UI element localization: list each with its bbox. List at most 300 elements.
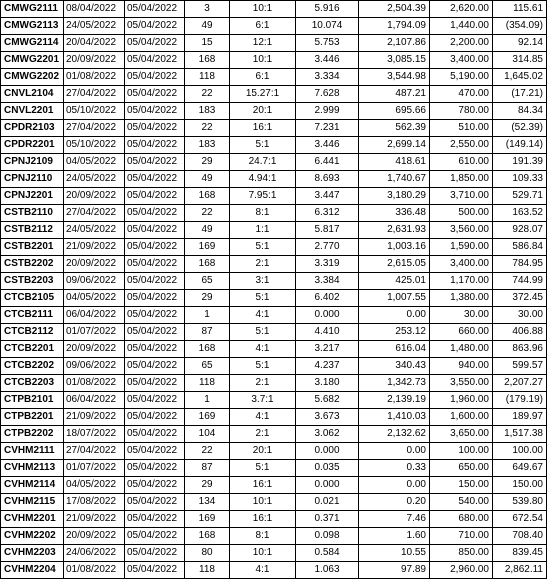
theoretical-value-cell: 2,615.05: [359, 256, 430, 273]
market-value-cell: 610.00: [430, 154, 493, 171]
days-remaining-cell: 118: [185, 69, 230, 86]
difference-cell: 1,645.02: [493, 69, 547, 86]
maturity-date-cell: 21/09/2022: [64, 511, 125, 528]
maturity-date-cell: 24/06/2022: [64, 545, 125, 562]
theoretical-value-cell: 616.04: [359, 341, 430, 358]
table-row: [1, 69, 547, 86]
valuation-date-cell: 05/04/2022: [125, 545, 185, 562]
table-row: [1, 239, 547, 256]
table-row: [1, 52, 547, 69]
market-value-cell: 100.00: [430, 443, 493, 460]
market-value-cell: 1,480.00: [430, 341, 493, 358]
maturity-date-cell: 01/07/2022: [64, 460, 125, 477]
theoretical-value-cell: 3,180.29: [359, 188, 430, 205]
maturity-date-cell: 27/04/2022: [64, 120, 125, 137]
maturity-date-cell: 04/05/2022: [64, 154, 125, 171]
difference-cell: 2,862.11: [493, 562, 547, 579]
theoretical-value-cell: 2,631.93: [359, 222, 430, 239]
volatility-cell: 0.000: [296, 307, 359, 324]
valuation-date-cell: 05/04/2022: [125, 341, 185, 358]
warrant-code-cell: CSTB2112: [1, 222, 64, 239]
days-remaining-cell: 134: [185, 494, 230, 511]
conversion-ratio-cell: 16:1: [230, 120, 296, 137]
days-remaining-cell: 29: [185, 477, 230, 494]
market-value-cell: 660.00: [430, 324, 493, 341]
conversion-ratio-cell: 2:1: [230, 256, 296, 273]
days-remaining-cell: 22: [185, 443, 230, 460]
table-row: [1, 222, 547, 239]
volatility-cell: 3.217: [296, 341, 359, 358]
volatility-cell: 2.999: [296, 103, 359, 120]
conversion-ratio-cell: 4.94:1: [230, 171, 296, 188]
warrant-code-cell: CVHM2203: [1, 545, 64, 562]
warrant-code-cell: CSTB2202: [1, 256, 64, 273]
days-remaining-cell: 168: [185, 256, 230, 273]
theoretical-value-cell: 0.00: [359, 477, 430, 494]
warrant-code-cell: CPDR2201: [1, 137, 64, 154]
conversion-ratio-cell: 8:1: [230, 528, 296, 545]
market-value-cell: 1,600.00: [430, 409, 493, 426]
volatility-cell: 7.231: [296, 120, 359, 137]
maturity-date-cell: 20/09/2022: [64, 528, 125, 545]
theoretical-value-cell: 2,504.39: [359, 1, 430, 18]
days-remaining-cell: 169: [185, 239, 230, 256]
maturity-date-cell: 06/04/2022: [64, 392, 125, 409]
table-row: [1, 528, 547, 545]
warrant-code-cell: CVHM2202: [1, 528, 64, 545]
theoretical-value-cell: 2,139.19: [359, 392, 430, 409]
volatility-cell: 3.446: [296, 52, 359, 69]
maturity-date-cell: 27/04/2022: [64, 86, 125, 103]
volatility-cell: 6.312: [296, 205, 359, 222]
theoretical-value-cell: 1,003.16: [359, 239, 430, 256]
volatility-cell: 3.334: [296, 69, 359, 86]
maturity-date-cell: 21/09/2022: [64, 409, 125, 426]
days-remaining-cell: 1: [185, 392, 230, 409]
difference-cell: 84.34: [493, 103, 547, 120]
theoretical-value-cell: 340.43: [359, 358, 430, 375]
market-value-cell: 540.00: [430, 494, 493, 511]
conversion-ratio-cell: 7.95:1: [230, 188, 296, 205]
volatility-cell: 0.098: [296, 528, 359, 545]
table-row: [1, 120, 547, 137]
maturity-date-cell: 09/06/2022: [64, 273, 125, 290]
difference-cell: 529.71: [493, 188, 547, 205]
volatility-cell: 7.628: [296, 86, 359, 103]
warrant-code-cell: CPNJ2109: [1, 154, 64, 171]
table-row: [1, 443, 547, 460]
conversion-ratio-cell: 10:1: [230, 494, 296, 511]
conversion-ratio-cell: 5:1: [230, 137, 296, 154]
conversion-ratio-cell: 5:1: [230, 290, 296, 307]
valuation-date-cell: 05/04/2022: [125, 409, 185, 426]
conversion-ratio-cell: 20:1: [230, 103, 296, 120]
conversion-ratio-cell: 15.27:1: [230, 86, 296, 103]
table-row: [1, 307, 547, 324]
difference-cell: 115.61: [493, 1, 547, 18]
volatility-cell: 3.446: [296, 137, 359, 154]
warrant-code-cell: CTPB2201: [1, 409, 64, 426]
table-row: [1, 392, 547, 409]
table-row: [1, 154, 547, 171]
volatility-cell: 3.384: [296, 273, 359, 290]
valuation-date-cell: 05/04/2022: [125, 188, 185, 205]
valuation-date-cell: 05/04/2022: [125, 154, 185, 171]
market-value-cell: 780.00: [430, 103, 493, 120]
difference-cell: 672.54: [493, 511, 547, 528]
conversion-ratio-cell: 12:1: [230, 35, 296, 52]
conversion-ratio-cell: 3:1: [230, 273, 296, 290]
maturity-date-cell: 09/06/2022: [64, 358, 125, 375]
conversion-ratio-cell: 10:1: [230, 1, 296, 18]
market-value-cell: 650.00: [430, 460, 493, 477]
valuation-date-cell: 05/04/2022: [125, 290, 185, 307]
maturity-date-cell: 24/05/2022: [64, 171, 125, 188]
warrant-code-cell: CSTB2201: [1, 239, 64, 256]
difference-cell: 314.85: [493, 52, 547, 69]
maturity-date-cell: 04/05/2022: [64, 477, 125, 494]
warrant-code-cell: CSTB2110: [1, 205, 64, 222]
market-value-cell: 30.00: [430, 307, 493, 324]
days-remaining-cell: 15: [185, 35, 230, 52]
days-remaining-cell: 65: [185, 358, 230, 375]
warrant-code-cell: CTPB2202: [1, 426, 64, 443]
valuation-date-cell: 05/04/2022: [125, 307, 185, 324]
volatility-cell: 0.000: [296, 477, 359, 494]
volatility-cell: 6.402: [296, 290, 359, 307]
days-remaining-cell: 65: [185, 273, 230, 290]
days-remaining-cell: 3: [185, 1, 230, 18]
market-value-cell: 3,650.00: [430, 426, 493, 443]
theoretical-value-cell: 0.33: [359, 460, 430, 477]
volatility-cell: 0.035: [296, 460, 359, 477]
table-row: [1, 256, 547, 273]
valuation-date-cell: 05/04/2022: [125, 171, 185, 188]
table-row: [1, 562, 547, 579]
difference-cell: 586.84: [493, 239, 547, 256]
days-remaining-cell: 118: [185, 375, 230, 392]
warrant-code-cell: CMWG2111: [1, 1, 64, 18]
market-value-cell: 3,710.00: [430, 188, 493, 205]
volatility-cell: 0.000: [296, 443, 359, 460]
warrant-code-cell: CVHM2113: [1, 460, 64, 477]
table-row: [1, 545, 547, 562]
maturity-date-cell: 05/10/2022: [64, 103, 125, 120]
table-row: [1, 86, 547, 103]
days-remaining-cell: 168: [185, 188, 230, 205]
market-value-cell: 2,200.00: [430, 35, 493, 52]
difference-cell: 599.57: [493, 358, 547, 375]
market-value-cell: 510.00: [430, 120, 493, 137]
warrant-code-cell: CNVL2104: [1, 86, 64, 103]
conversion-ratio-cell: 5:1: [230, 239, 296, 256]
market-value-cell: 3,560.00: [430, 222, 493, 239]
maturity-date-cell: 05/10/2022: [64, 137, 125, 154]
days-remaining-cell: 168: [185, 528, 230, 545]
difference-cell: 863.96: [493, 341, 547, 358]
market-value-cell: 1,590.00: [430, 239, 493, 256]
warrant-code-cell: CVHM2201: [1, 511, 64, 528]
warrant-table-body: [1, 1, 547, 579]
valuation-date-cell: 05/04/2022: [125, 222, 185, 239]
maturity-date-cell: 04/05/2022: [64, 290, 125, 307]
days-remaining-cell: 29: [185, 154, 230, 171]
warrant-code-cell: CTCB2203: [1, 375, 64, 392]
market-value-cell: 3,400.00: [430, 52, 493, 69]
conversion-ratio-cell: 5:1: [230, 460, 296, 477]
maturity-date-cell: 01/08/2022: [64, 375, 125, 392]
days-remaining-cell: 87: [185, 324, 230, 341]
days-remaining-cell: 49: [185, 171, 230, 188]
warrant-code-cell: CTCB2105: [1, 290, 64, 307]
theoretical-value-cell: 695.66: [359, 103, 430, 120]
warrant-code-cell: CVHM2115: [1, 494, 64, 511]
warrant-code-cell: CTCB2202: [1, 358, 64, 375]
conversion-ratio-cell: 3.7:1: [230, 392, 296, 409]
market-value-cell: 1,440.00: [430, 18, 493, 35]
valuation-date-cell: 05/04/2022: [125, 205, 185, 222]
volatility-cell: 1.063: [296, 562, 359, 579]
theoretical-value-cell: 253.12: [359, 324, 430, 341]
days-remaining-cell: 168: [185, 52, 230, 69]
table-row: [1, 409, 547, 426]
market-value-cell: 710.00: [430, 528, 493, 545]
market-value-cell: 1,380.00: [430, 290, 493, 307]
warrant-code-cell: CVHM2114: [1, 477, 64, 494]
valuation-date-cell: 05/04/2022: [125, 120, 185, 137]
maturity-date-cell: 17/08/2022: [64, 494, 125, 511]
difference-cell: 784.95: [493, 256, 547, 273]
market-value-cell: 940.00: [430, 358, 493, 375]
volatility-cell: 6.441: [296, 154, 359, 171]
maturity-date-cell: 27/04/2022: [64, 443, 125, 460]
theoretical-value-cell: 562.39: [359, 120, 430, 137]
warrant-code-cell: CMWG2202: [1, 69, 64, 86]
difference-cell: 406.88: [493, 324, 547, 341]
maturity-date-cell: 20/09/2022: [64, 256, 125, 273]
theoretical-value-cell: 2,132.62: [359, 426, 430, 443]
valuation-date-cell: 05/04/2022: [125, 375, 185, 392]
market-value-cell: 3,550.00: [430, 375, 493, 392]
volatility-cell: 4.410: [296, 324, 359, 341]
theoretical-value-cell: 2,699.14: [359, 137, 430, 154]
warrant-code-cell: CMWG2114: [1, 35, 64, 52]
days-remaining-cell: 22: [185, 86, 230, 103]
theoretical-value-cell: 0.00: [359, 443, 430, 460]
conversion-ratio-cell: 4:1: [230, 409, 296, 426]
warrant-code-cell: CTCB2201: [1, 341, 64, 358]
theoretical-value-cell: 3,544.98: [359, 69, 430, 86]
table-row: [1, 494, 547, 511]
maturity-date-cell: 20/09/2022: [64, 52, 125, 69]
valuation-date-cell: 05/04/2022: [125, 35, 185, 52]
maturity-date-cell: 01/08/2022: [64, 562, 125, 579]
difference-cell: 539.80: [493, 494, 547, 511]
theoretical-value-cell: 1,410.03: [359, 409, 430, 426]
table-row: [1, 35, 547, 52]
valuation-date-cell: 05/04/2022: [125, 256, 185, 273]
conversion-ratio-cell: 16:1: [230, 477, 296, 494]
maturity-date-cell: 01/08/2022: [64, 69, 125, 86]
difference-cell: (179.19): [493, 392, 547, 409]
table-row: [1, 341, 547, 358]
warrant-code-cell: CVHM2111: [1, 443, 64, 460]
conversion-ratio-cell: 1:1: [230, 222, 296, 239]
market-value-cell: 2,620.00: [430, 1, 493, 18]
maturity-date-cell: 20/09/2022: [64, 341, 125, 358]
days-remaining-cell: 49: [185, 18, 230, 35]
conversion-ratio-cell: 2:1: [230, 426, 296, 443]
table-row: [1, 137, 547, 154]
market-value-cell: 3,400.00: [430, 256, 493, 273]
theoretical-value-cell: 1,007.55: [359, 290, 430, 307]
warrant-code-cell: CMWG2113: [1, 18, 64, 35]
valuation-date-cell: 05/04/2022: [125, 426, 185, 443]
volatility-cell: 5.753: [296, 35, 359, 52]
volatility-cell: 10.074: [296, 18, 359, 35]
market-value-cell: 2,550.00: [430, 137, 493, 154]
difference-cell: 100.00: [493, 443, 547, 460]
difference-cell: 189.97: [493, 409, 547, 426]
difference-cell: 372.45: [493, 290, 547, 307]
volatility-cell: 3.062: [296, 426, 359, 443]
difference-cell: 649.67: [493, 460, 547, 477]
theoretical-value-cell: 425.01: [359, 273, 430, 290]
valuation-date-cell: 05/04/2022: [125, 511, 185, 528]
market-value-cell: 5,190.00: [430, 69, 493, 86]
valuation-date-cell: 05/04/2022: [125, 86, 185, 103]
days-remaining-cell: 169: [185, 409, 230, 426]
table-row: [1, 375, 547, 392]
market-value-cell: 500.00: [430, 205, 493, 222]
valuation-date-cell: 05/04/2022: [125, 562, 185, 579]
conversion-ratio-cell: 5:1: [230, 324, 296, 341]
maturity-date-cell: 20/09/2022: [64, 188, 125, 205]
table-row: [1, 477, 547, 494]
volatility-cell: 3.319: [296, 256, 359, 273]
difference-cell: 839.45: [493, 545, 547, 562]
table-row: [1, 358, 547, 375]
table-row: [1, 1, 547, 18]
volatility-cell: 5.916: [296, 1, 359, 18]
days-remaining-cell: 22: [185, 205, 230, 222]
difference-cell: 744.99: [493, 273, 547, 290]
volatility-cell: 4.237: [296, 358, 359, 375]
conversion-ratio-cell: 20:1: [230, 443, 296, 460]
volatility-cell: 0.371: [296, 511, 359, 528]
theoretical-value-cell: 487.21: [359, 86, 430, 103]
conversion-ratio-cell: 4:1: [230, 562, 296, 579]
conversion-ratio-cell: 5:1: [230, 358, 296, 375]
conversion-ratio-cell: 6:1: [230, 18, 296, 35]
valuation-date-cell: 05/04/2022: [125, 460, 185, 477]
days-remaining-cell: 1: [185, 307, 230, 324]
warrant-code-cell: CTCB2112: [1, 324, 64, 341]
valuation-date-cell: 05/04/2022: [125, 18, 185, 35]
table-row: [1, 205, 547, 222]
maturity-date-cell: 24/05/2022: [64, 18, 125, 35]
conversion-ratio-cell: 4:1: [230, 307, 296, 324]
days-remaining-cell: 87: [185, 460, 230, 477]
valuation-date-cell: 05/04/2022: [125, 52, 185, 69]
theoretical-value-cell: 97.89: [359, 562, 430, 579]
theoretical-value-cell: 1.60: [359, 528, 430, 545]
conversion-ratio-cell: 16:1: [230, 511, 296, 528]
valuation-date-cell: 05/04/2022: [125, 103, 185, 120]
conversion-ratio-cell: 6:1: [230, 69, 296, 86]
valuation-date-cell: 05/04/2022: [125, 392, 185, 409]
valuation-date-cell: 05/04/2022: [125, 443, 185, 460]
table-row: [1, 273, 547, 290]
valuation-date-cell: 05/04/2022: [125, 239, 185, 256]
warrant-code-cell: CNVL2201: [1, 103, 64, 120]
table-row: [1, 18, 547, 35]
difference-cell: 30.00: [493, 307, 547, 324]
days-remaining-cell: 118: [185, 562, 230, 579]
table-row: [1, 460, 547, 477]
valuation-date-cell: 05/04/2022: [125, 358, 185, 375]
volatility-cell: 3.447: [296, 188, 359, 205]
volatility-cell: 3.180: [296, 375, 359, 392]
conversion-ratio-cell: 2:1: [230, 375, 296, 392]
valuation-date-cell: 05/04/2022: [125, 528, 185, 545]
volatility-cell: 0.021: [296, 494, 359, 511]
difference-cell: 150.00: [493, 477, 547, 494]
table-row: [1, 103, 547, 120]
valuation-date-cell: 05/04/2022: [125, 477, 185, 494]
difference-cell: 92.14: [493, 35, 547, 52]
maturity-date-cell: 20/04/2022: [64, 35, 125, 52]
days-remaining-cell: 49: [185, 222, 230, 239]
warrant-code-cell: CPNJ2201: [1, 188, 64, 205]
theoretical-value-cell: 336.48: [359, 205, 430, 222]
theoretical-value-cell: 10.55: [359, 545, 430, 562]
warrant-code-cell: CVHM2204: [1, 562, 64, 579]
days-remaining-cell: 29: [185, 290, 230, 307]
warrant-code-cell: CTPB2101: [1, 392, 64, 409]
theoretical-value-cell: 0.00: [359, 307, 430, 324]
warrant-code-cell: CTCB2111: [1, 307, 64, 324]
maturity-date-cell: 21/09/2022: [64, 239, 125, 256]
table-row: [1, 511, 547, 528]
warrant-code-cell: CPNJ2110: [1, 171, 64, 188]
market-value-cell: 850.00: [430, 545, 493, 562]
conversion-ratio-cell: 24.7:1: [230, 154, 296, 171]
difference-cell: (149.14): [493, 137, 547, 154]
days-remaining-cell: 183: [185, 137, 230, 154]
difference-cell: 109.33: [493, 171, 547, 188]
difference-cell: 2,207.27: [493, 375, 547, 392]
difference-cell: 163.52: [493, 205, 547, 222]
market-value-cell: 1,170.00: [430, 273, 493, 290]
market-value-cell: 1,850.00: [430, 171, 493, 188]
days-remaining-cell: 80: [185, 545, 230, 562]
conversion-ratio-cell: 8:1: [230, 205, 296, 222]
difference-cell: (17.21): [493, 86, 547, 103]
difference-cell: 928.07: [493, 222, 547, 239]
table-row: [1, 171, 547, 188]
valuation-date-cell: 05/04/2022: [125, 1, 185, 18]
theoretical-value-cell: 7.46: [359, 511, 430, 528]
warrant-code-cell: CMWG2201: [1, 52, 64, 69]
table-row: [1, 426, 547, 443]
volatility-cell: 3.673: [296, 409, 359, 426]
difference-cell: 1,517.38: [493, 426, 547, 443]
maturity-date-cell: 01/07/2022: [64, 324, 125, 341]
volatility-cell: 2.770: [296, 239, 359, 256]
days-remaining-cell: 169: [185, 511, 230, 528]
valuation-date-cell: 05/04/2022: [125, 494, 185, 511]
